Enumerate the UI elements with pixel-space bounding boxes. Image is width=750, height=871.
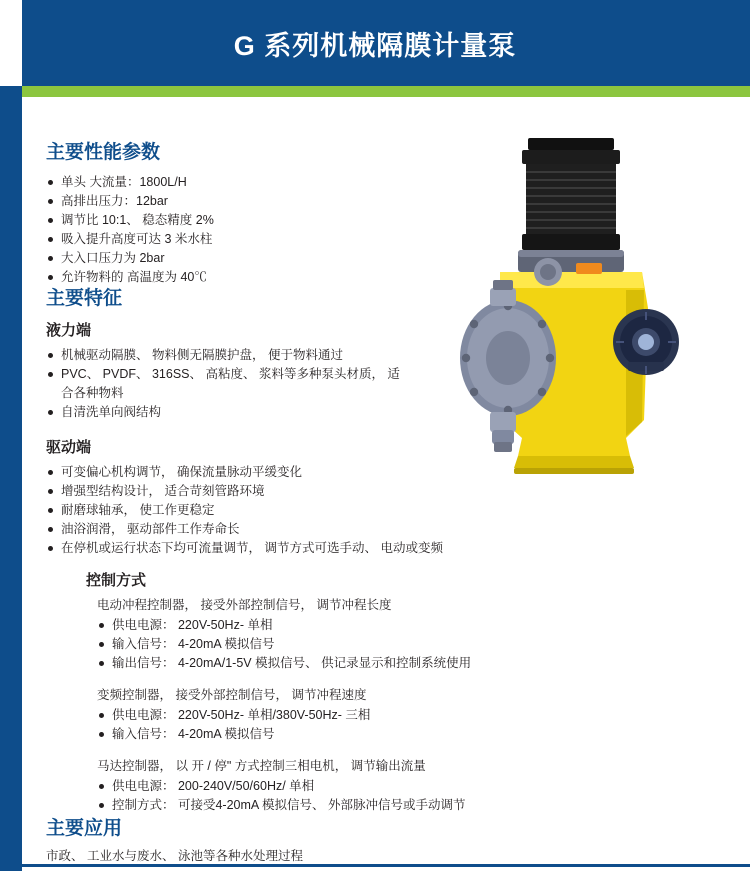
list-item: PVC、 PVDF、 316SS、 高粘度、 浆料等多种泵头材质， 适合各种物料	[46, 365, 406, 403]
applications-title: 主要应用	[46, 818, 123, 839]
list-item: 允许物料的 高温度为 40℃	[46, 268, 376, 287]
list-item: 输出信号： 4-20mA/1-5V 模拟信号、 供记录显示和控制系统使用	[86, 654, 606, 673]
performance-list	[46, 173, 376, 287]
subsection-hydraulic-end	[46, 319, 406, 422]
performance-title: 主要性能参数	[46, 142, 161, 163]
list-item: 油浴润滑， 驱动部件工作寿命长	[46, 520, 516, 539]
list-item: 高排出压力：12bar	[46, 192, 376, 211]
accent-green-bar	[22, 86, 750, 97]
list-item: 调节比 10:1、 稳态精度 2%	[46, 211, 376, 230]
control-group-vfd	[86, 686, 606, 744]
list-item: 吸入提升高度可达 3 米水柱	[46, 230, 376, 249]
page-header	[0, 0, 750, 86]
list-item: 单头 大流量：1800L/H	[46, 173, 376, 192]
control-title: 控制方式	[86, 572, 147, 589]
list-item: 供电电源： 220V-50Hz- 单相/380V-50Hz- 三相	[86, 706, 606, 725]
control-group-list	[86, 706, 606, 744]
list-item: 输入信号： 4-20mA 模拟信号	[86, 725, 606, 744]
control-group-list	[86, 616, 606, 673]
list-item: 供电电源： 200-240V/50/60Hz/ 单相	[86, 777, 606, 796]
list-item: 供电电源： 220V-50Hz- 单相	[86, 616, 606, 635]
list-item: 输入信号： 4-20mA 模拟信号	[86, 635, 606, 654]
features-title: 主要特征	[46, 288, 123, 309]
list-item: 增强型结构设计， 适合苛刻管路环境	[46, 482, 516, 501]
control-group-lead: 电动冲程控制器， 接受外部控制信号， 调节冲程长度	[97, 598, 392, 612]
list-item: 耐磨球轴承， 使工作更稳定	[46, 501, 516, 520]
section-features	[46, 283, 443, 572]
list-item: 控制方式： 可接受4-20mA 模拟信号、 外部脉冲信号或手动调节	[86, 796, 606, 815]
section-performance	[46, 137, 376, 287]
control-group-motor	[86, 757, 606, 815]
applications-text: 市政、 工业水与废水、 泳池等各种水处理过程	[46, 849, 303, 863]
list-item: 可变偏心机构调节， 确保流量脉动平缓变化	[46, 463, 516, 482]
control-group-lead: 马达控制器， 以 开 / 停" 方式控制三相电机， 调节输出流量	[97, 759, 426, 773]
control-group-electric-stroke	[86, 596, 606, 673]
hydraulic-subtitle: 液力端	[46, 322, 92, 339]
section-control-modes	[86, 569, 606, 828]
left-blue-rail	[0, 86, 22, 871]
header-left-white-bar	[0, 0, 22, 86]
page-title: G 系列机械隔膜计量泵	[233, 30, 517, 61]
list-item: 大入口压力为 2bar	[46, 249, 376, 268]
bottom-blue-rule	[22, 864, 750, 867]
control-group-list	[86, 777, 606, 815]
control-group-lead: 变频控制器， 接受外部控制信号， 调节冲程速度	[97, 688, 367, 702]
hydraulic-list	[46, 346, 406, 422]
list-item: 在停机或运行状态下均可流量调节， 调节方式可选手动、 电动或变频	[46, 539, 516, 558]
list-item: 机械驱动隔膜、 物料侧无隔膜护盘， 便于物料通过	[46, 346, 406, 365]
section-applications	[46, 813, 546, 866]
pump-product-image	[430, 130, 730, 535]
drive-subtitle: 驱动端	[46, 439, 92, 456]
list-item: 自清洗单向阀结构	[46, 403, 406, 422]
